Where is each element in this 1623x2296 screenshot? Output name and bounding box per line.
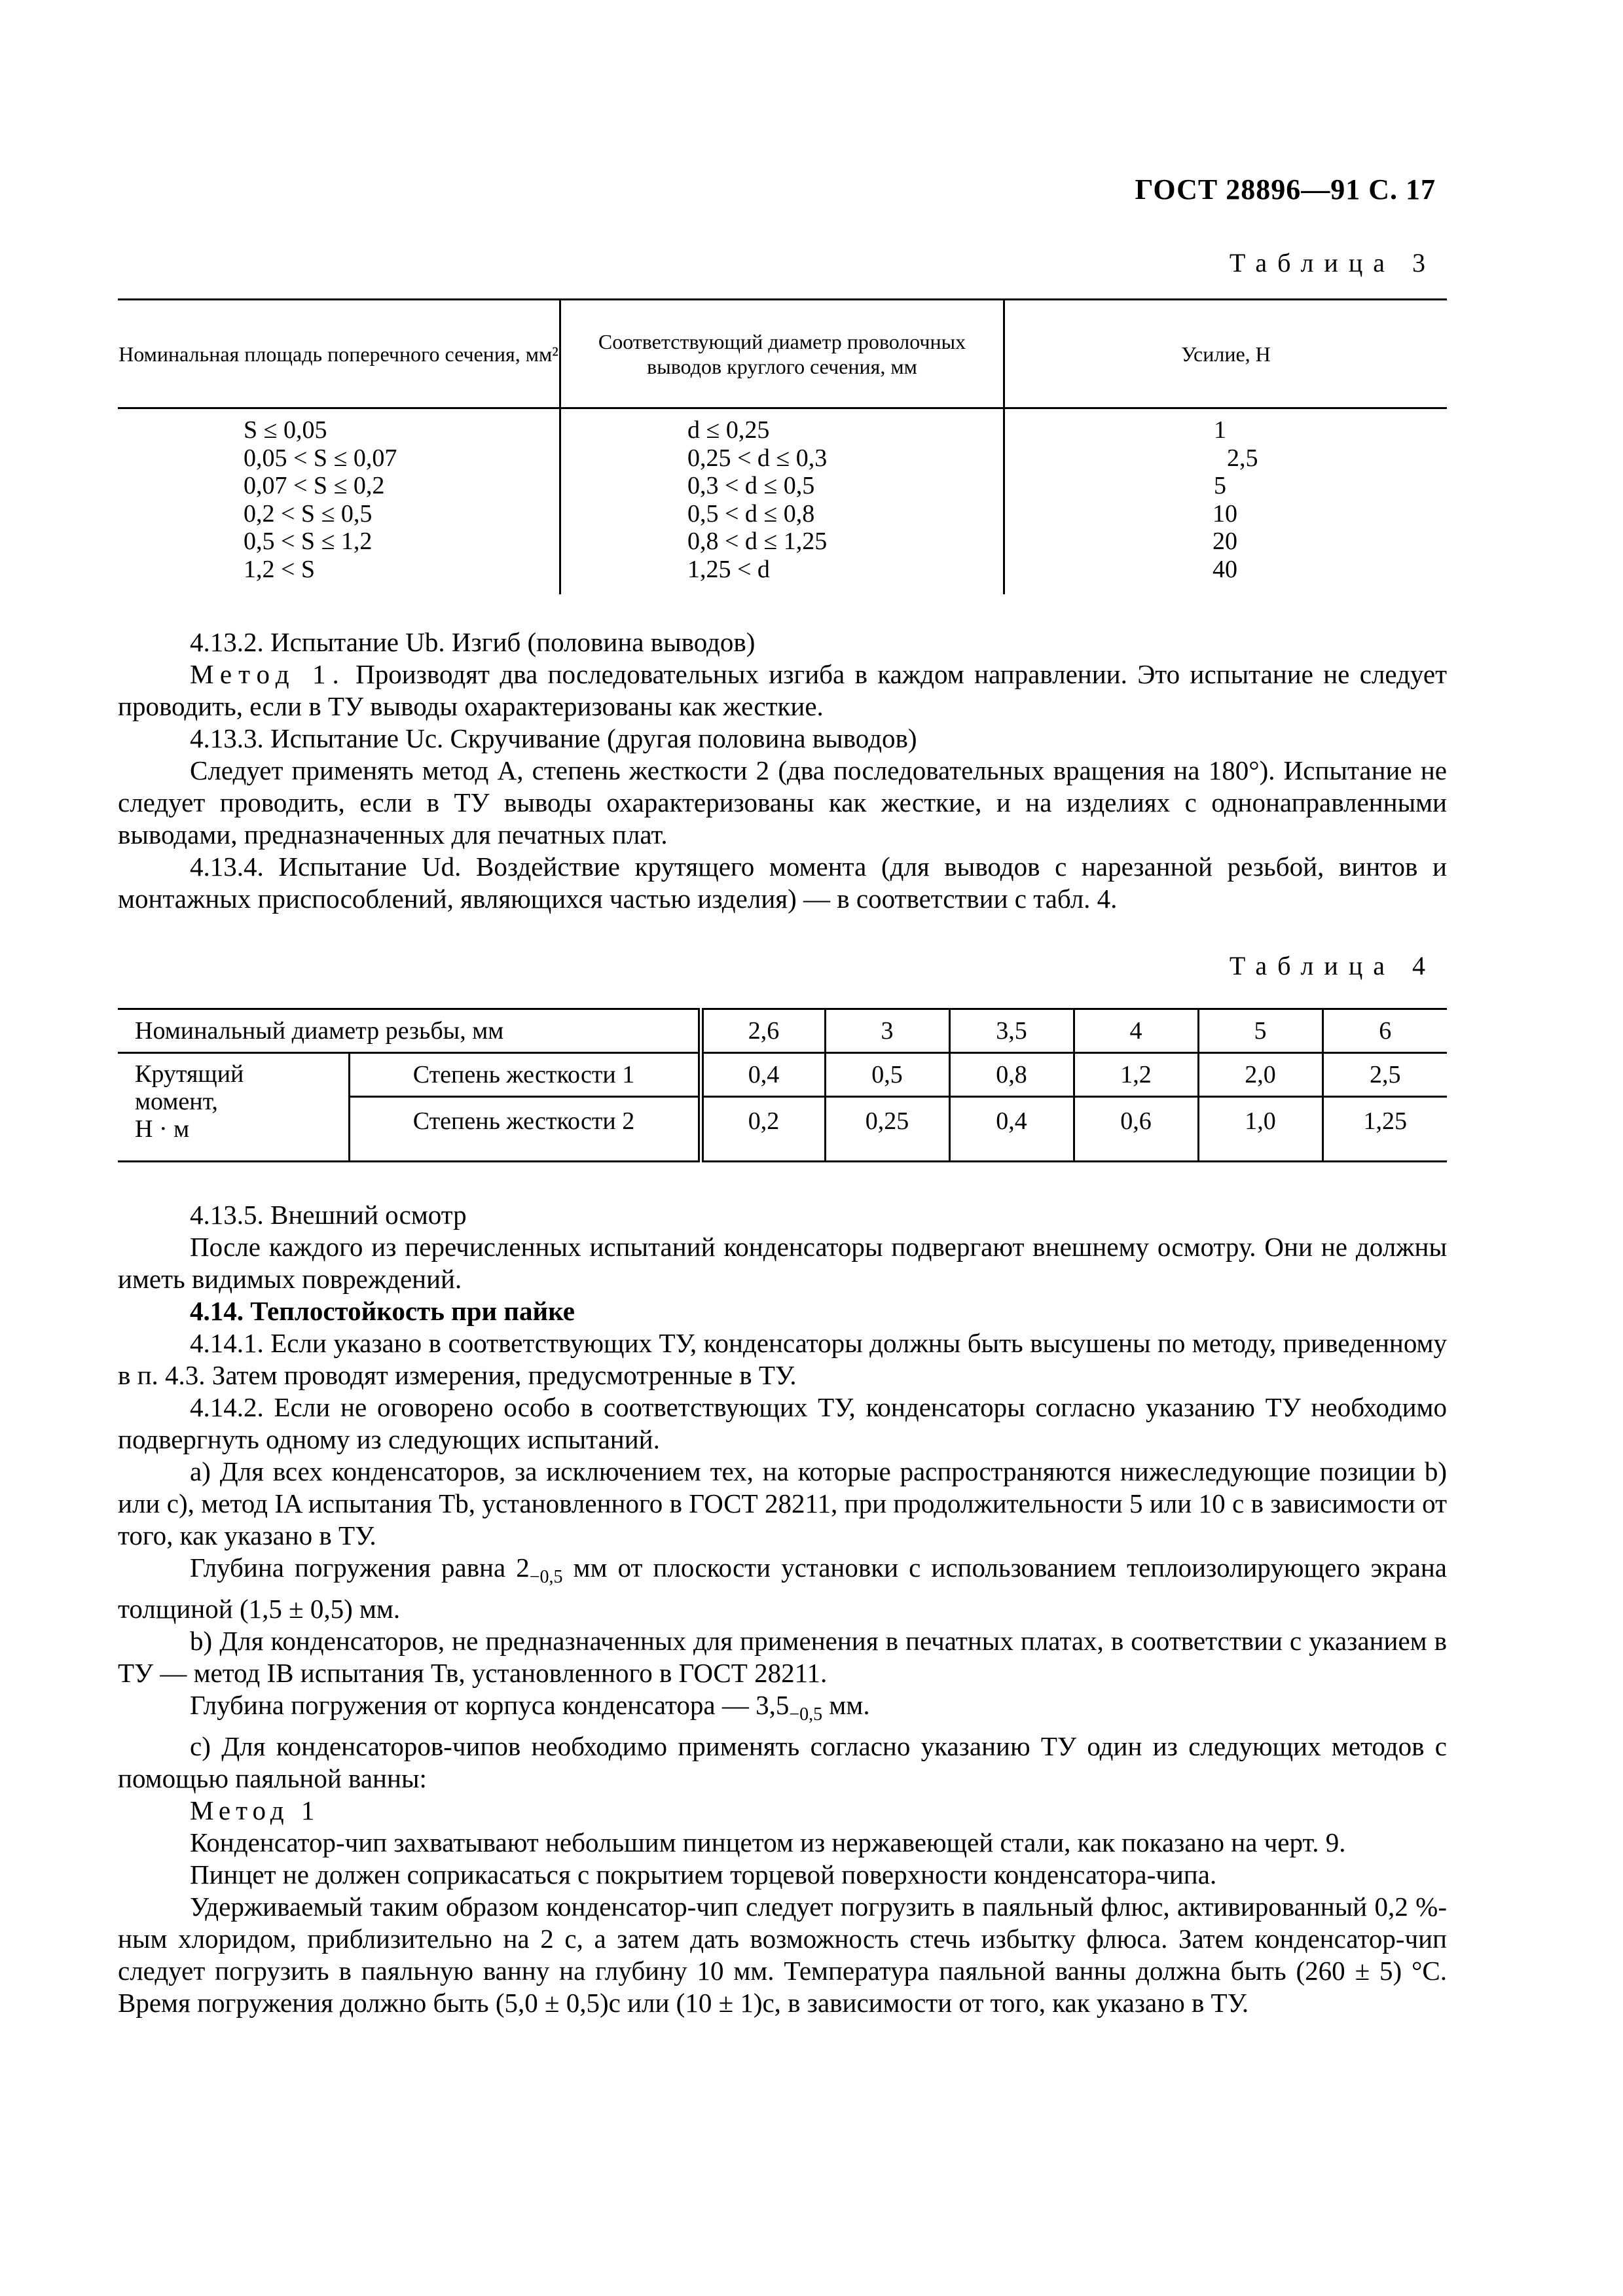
table-cell: 1,0 <box>1198 1097 1322 1162</box>
table-cell: 1,2 <box>1074 1053 1198 1097</box>
table-cell: 0,2 <box>701 1097 825 1162</box>
table-cell: 10 <box>1213 499 1237 528</box>
torque-label-line: Крутящий <box>135 1060 244 1088</box>
table-cell: 0,6 <box>1074 1097 1198 1162</box>
table-cell: 0,25 <box>825 1097 949 1162</box>
section-b <box>118 1199 1447 2019</box>
section-a <box>118 626 1447 915</box>
table-cell: 5 <box>1214 472 1226 499</box>
table-cell: 0,5 <box>825 1053 949 1097</box>
paragraph: 4.13.2. Испытание Ub. Изгиб (половина выводов) <box>190 627 756 657</box>
table-cell: 6 <box>1322 1009 1447 1053</box>
table-cell: S ≤ 0,05 <box>244 416 327 444</box>
table4-caption: Таблица 4 <box>1229 951 1436 980</box>
paragraph: Удерживаемый таким образом конденсатор-чип следует погрузить в паяльный флюс, активированный 0,2 %-ным хлоридом, приблизительно на 2 с, а затем дать возможность стечь избытку флюса. Затем конденсатор-чип следует погрузить в паяльную ванну на глубину 10 мм. Температура паяльной ванны должна быть (260 ± 5) °С. Время погружения должно быть (5,0 ± 0,5)с или (10 ± 1)с, в зависимости от того, как указано в ТУ. <box>118 1892 1447 2018</box>
paragraph-text: Производят два последовательных изгиба в каждом направлении. Это испытание не следует проводить, если в ТУ выводы охарактеризованы как жесткие. <box>118 659 1447 721</box>
paragraph: 4.13.4. Испытание Ud. Воздействие крутящего момента (для выводов с нарезанной резьбой, винтов и монтажных приспособлений, являющихся частью изделия) — в соответствии с табл. 4. <box>118 852 1447 914</box>
table-cell: 0,5 < d ≤ 0,8 <box>687 499 815 528</box>
paragraph: После каждого из перечисленных испытаний конденсаторы подвергают внешнему осмотру. Они не должны иметь видимых повреждений. <box>118 1232 1447 1294</box>
paragraph: Конденсатор-чип захватывают небольшим пинцетом из нержавеющей стали, как показано на черт. 9. <box>190 1827 1346 1858</box>
tolerance-subscript: −0,5 <box>529 1567 563 1588</box>
table-cell: 40 <box>1213 555 1237 583</box>
table-cell: 0,3 < d ≤ 0,5 <box>687 472 815 499</box>
table-cell: 5 <box>1198 1009 1322 1053</box>
paragraph: а) Для всех конденсаторов, за исключением тех, на которые распространяются нижеследующие позиции b) или с), метод IA испытания Tb, установленного в ГОСТ 28211, при продолжительности 5 или 10 с в зависимости от того, как указано в ТУ. <box>118 1456 1447 1551</box>
torque-label-line: Н · м <box>135 1115 190 1143</box>
table3-col-force <box>1213 416 1265 583</box>
table-row <box>118 1009 1447 1053</box>
paragraph-text: Глубина погружения равна 2 <box>190 1552 530 1583</box>
torque-label-line: момент, <box>135 1088 218 1115</box>
method-lead: Метод 1. <box>190 659 346 689</box>
table-cell: 2,0 <box>1198 1053 1322 1097</box>
paragraph: b) Для конденсаторов, не предназначенных для применения в печатных платах, в соответствии с указанием в ТУ — метод IB испытания Тв, установленного в ГОСТ 28211. <box>118 1626 1447 1689</box>
paragraph: 4.13.5. Внешний осмотр <box>190 1200 467 1230</box>
paragraph: 4.14.1. Если указано в соответствующих ТУ, конденсаторы должны быть высушены по методу, приведенному в п. 4.3. Затем проводят измерения, предусмотренные в ТУ. <box>118 1328 1447 1390</box>
table3-col-diameter <box>687 416 827 583</box>
table-cell: 1,25 <box>1322 1097 1447 1162</box>
table4-level1-label: Степень жесткости 1 <box>349 1053 701 1097</box>
paragraph <box>118 1689 1447 1731</box>
table4-torque-label <box>118 1053 349 1162</box>
paragraph <box>118 1552 1447 1625</box>
table-row <box>118 1053 1447 1097</box>
table3-caption: Таблица 3 <box>1229 248 1436 278</box>
table-cell: 0,5 < S ≤ 1,2 <box>244 528 373 555</box>
table-cell: 0,25 < d ≤ 0,3 <box>687 444 828 472</box>
section-heading: 4.14. Теплостойкость при пайке <box>190 1296 575 1326</box>
method-heading: Метод 1 <box>190 1795 320 1826</box>
paragraph-text: Глубина погружения от корпуса конденсатора — 3,5 <box>190 1690 790 1721</box>
paragraph: с) Для конденсаторов-чипов необходимо применять согласно указанию ТУ один из следующих методов с помощью паяльной ванны: <box>118 1731 1447 1794</box>
table-cell: 2,5 <box>1227 444 1258 472</box>
table-cell: 0,8 <box>949 1053 1074 1097</box>
paragraph: 4.13.3. Испытание Uc. Скручивание (другая половина выводов) <box>190 723 917 753</box>
table4-diameter-label: Номинальный диаметр резьбы, мм <box>118 1009 701 1053</box>
page-header: ГОСТ 28896—91 С. 17 <box>1135 173 1436 206</box>
table3-header-force: Усилие, Н <box>1181 342 1271 366</box>
paragraph: Пинцет не должен соприкасаться с покрытием торцевой поверхности конденсатора-чипа. <box>190 1859 1217 1890</box>
table4-level2-label: Степень жесткости 2 <box>349 1097 701 1162</box>
table-cell: 0,4 <box>701 1053 825 1097</box>
paragraph-text: мм. <box>822 1690 870 1721</box>
table-cell: 0,07 < S ≤ 0,2 <box>244 472 385 499</box>
table3-header-diameter: Соответствующий диаметр проволочных выводов круглого сечения, мм <box>598 329 966 378</box>
tolerance-subscript: −0,5 <box>789 1704 823 1725</box>
table-cell: 0,2 < S ≤ 0,5 <box>244 499 373 528</box>
paragraph: Следует применять метод А, степень жесткости 2 (два последовательных вращения на 180°). Испытание не следует проводить, если в ТУ выводы охарактеризованы как жесткие, и на изделиях с однонаправленными выводами, предназначенных для печатных плат. <box>118 755 1447 850</box>
table-cell: 1 <box>1214 416 1226 444</box>
table3-header-rule <box>118 407 1447 409</box>
paragraph-text: мм от плоскости установки с использованием теплоизолирующего экрана толщиной (1,5 ± 0,5) мм. <box>118 1552 1447 1624</box>
table3-header-area: Номинальная площадь поперечного сечения, мм² <box>119 342 558 366</box>
paragraph: 4.14.2. Если не оговорено особо в соответствующих ТУ, конденсаторы согласно указанию ТУ необходимо подвергнуть одному из следующих испытаний. <box>118 1392 1447 1454</box>
table-cell: 2,5 <box>1322 1053 1447 1097</box>
table-cell: 3,5 <box>949 1009 1074 1053</box>
table-cell: 1,2 < S <box>244 555 316 583</box>
table-cell: 1,25 < d <box>687 555 770 583</box>
table-cell: 0,8 < d ≤ 1,25 <box>687 528 828 555</box>
table-cell: 20 <box>1213 528 1237 555</box>
table-cell: 0,05 < S ≤ 0,07 <box>244 444 397 472</box>
paragraph <box>118 658 1447 723</box>
table-cell: 4 <box>1074 1009 1198 1053</box>
table-cell: 0,4 <box>949 1097 1074 1162</box>
table-cell: 3 <box>825 1009 949 1053</box>
table4 <box>118 1008 1447 1162</box>
table3-col-area <box>244 416 397 583</box>
table-cell: d ≤ 0,25 <box>687 416 770 444</box>
table-cell: 2,6 <box>701 1009 825 1053</box>
